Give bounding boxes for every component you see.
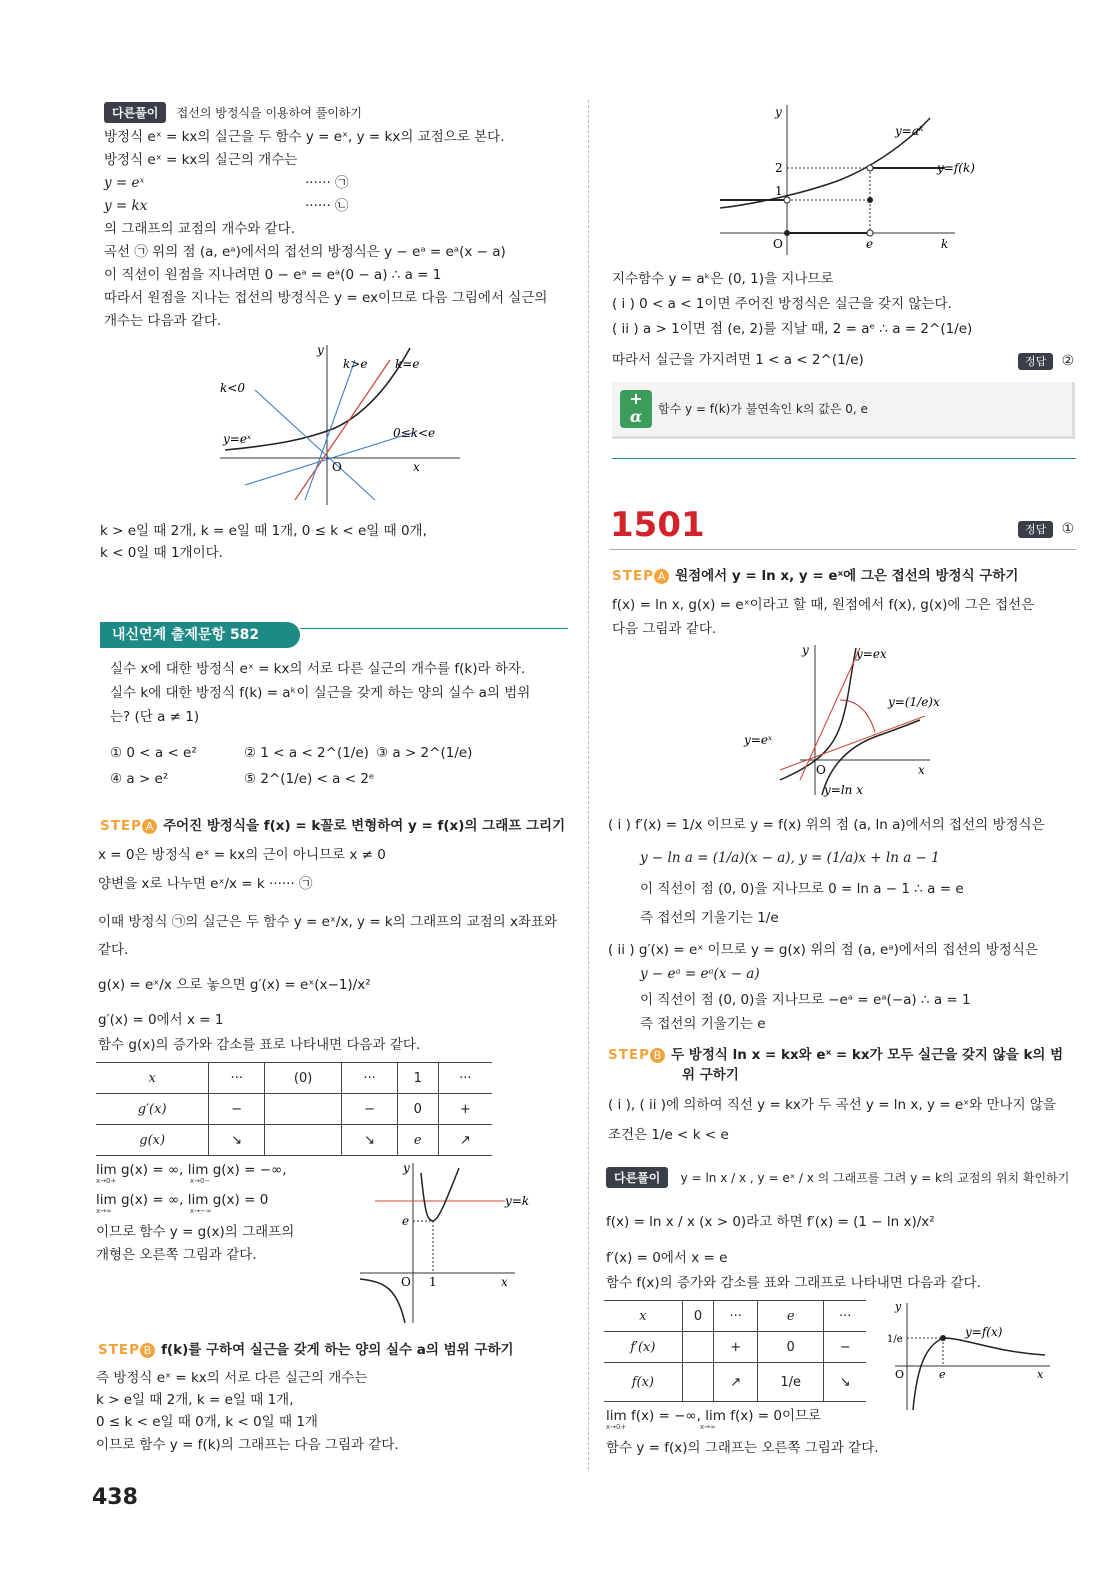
label-e: e	[866, 237, 874, 251]
text-line: 따라서 실근을 가지려면 1 < a < 2^(1/e)	[612, 352, 864, 368]
limit-subscript: x→∞	[700, 1423, 716, 1431]
step-title: f(k)를 구하여 실근을 갖게 하는 양의 실수 a의 범위 구하기	[161, 1342, 514, 1358]
text-line: 이 직선이 점 (0, 0)을 지나므로 0 = ln a − 1 ∴ a = e	[640, 881, 964, 897]
equation-1: y = eˣ	[104, 175, 145, 191]
text-line: 즉 방정식 eˣ = kx의 서로 다른 실근의 개수는	[96, 1370, 368, 1386]
open-point	[784, 197, 790, 203]
table-cell: ···	[824, 1301, 866, 1332]
text-line: f(x) = ln x / x (x > 0)라고 하면 f′(x) = (1 − ln x)/x²	[606, 1214, 935, 1230]
table-cell: −	[342, 1094, 398, 1125]
choice-2: ② 1 < a < 2^(1/e)	[244, 745, 369, 761]
choice-3: ③ a > 2^(1/e)	[376, 745, 473, 761]
k-axis-label: k	[941, 237, 949, 251]
column-divider	[588, 100, 589, 1470]
text-line: f′(x) = 0에서 x = e	[606, 1250, 728, 1266]
text-line: 함수 g(x)의 증가와 감소를 표로 나타내면 다음과 같다.	[98, 1037, 421, 1053]
text-line: 함수 y = f(x)의 그래프는 오른쪽 그림과 같다.	[606, 1440, 879, 1456]
label-y-eq-ln: y=ln x	[824, 783, 863, 797]
label-1: 1	[429, 1275, 437, 1289]
label-2: 2	[775, 161, 783, 175]
label-e: e	[402, 1214, 410, 1228]
x-axis-label: x	[1037, 1368, 1044, 1381]
text-line: 같다.	[98, 942, 129, 958]
limit-subscript: x→∞	[96, 1207, 112, 1215]
label-y-eq-ak: y=aᵏ	[895, 124, 924, 138]
table-cell	[682, 1332, 714, 1363]
increase-decrease-table-g	[96, 1062, 492, 1156]
problem-number: 1501	[610, 505, 705, 545]
section-rule	[612, 458, 1076, 459]
table-cell: e	[397, 1125, 438, 1156]
label-1-over-e: 1/e	[887, 1334, 903, 1345]
table-cell: 0	[397, 1094, 438, 1125]
equation-line: y − ln a = (1/a)(x − a), y = (1/a)x + ln a − 1	[640, 850, 940, 866]
table-cell	[264, 1125, 341, 1156]
open-point	[867, 165, 873, 171]
g-curve-left	[360, 1279, 405, 1323]
table-cell: ↘	[209, 1125, 265, 1156]
label-y-eq-ex: y=ex	[856, 647, 887, 661]
text-line: 함수 f(x)의 증가와 감소를 표와 그래프로 나타내면 다음과 같다.	[606, 1275, 981, 1291]
label-k-lt-0: k<0	[220, 381, 245, 395]
step-letter: A	[142, 819, 157, 834]
table-cell	[264, 1094, 341, 1125]
table-cell: ↗	[438, 1125, 492, 1156]
table-row	[96, 1125, 492, 1156]
limit-subscript: x→0+	[606, 1423, 627, 1431]
text-line: ( ii ) a > 1이면 점 (e, 2)를 지날 때, 2 = aᵉ ∴ a = 2^(1/e)	[612, 321, 973, 337]
x-axis-label: x	[501, 1275, 508, 1289]
table-cell: e	[757, 1301, 824, 1332]
equation-1-marker: ······ ㉠	[305, 175, 349, 191]
y-axis-label: y	[775, 105, 782, 119]
table-cell: ↘	[342, 1125, 398, 1156]
table-cell: 0	[757, 1332, 824, 1363]
line-k-lt-0	[255, 390, 375, 500]
text-line: 즉 접선의 기울기는 e	[640, 1016, 766, 1032]
table-cell: 0	[682, 1301, 714, 1332]
limit-subscript: x→−∞	[190, 1207, 212, 1215]
alt-solution-badge: 다른풀이	[606, 1167, 668, 1188]
plus-alpha-text: 함수 y = f(k)가 불연속인 k의 값은 0, e	[658, 402, 868, 416]
g-curve-right	[421, 1168, 459, 1221]
answer-badge-1	[1018, 353, 1074, 369]
f-graph	[885, 1298, 1060, 1413]
choice-5: ⑤ 2^(1/e) < a < 2ᵉ	[244, 771, 375, 787]
naesin-rule	[300, 628, 568, 629]
text-line: ( i ), ( ii )에 의하여 직선 y = kx가 두 곡선 y = ln x, y = eˣ와 만나지 않을	[608, 1097, 1056, 1113]
text-line: k < 0일 때 1개이다.	[100, 545, 223, 561]
step-a-header	[100, 816, 565, 836]
problem-rule	[610, 549, 1076, 550]
table-row	[96, 1094, 492, 1125]
alt-solution-badge: 다른풀이	[104, 102, 166, 123]
label-y-eq-fx: y=f(x)	[965, 1325, 1003, 1339]
label-k-eq-e: k=e	[395, 357, 420, 371]
step-label: STEP	[98, 1342, 141, 1358]
table-cell	[682, 1363, 714, 1402]
limit-line: lim g(x) = ∞, lim g(x) = −∞,	[96, 1162, 287, 1178]
step-letter: B	[140, 1343, 155, 1358]
label-k-gt-e: k>e	[343, 357, 368, 371]
label-y-eq-x-over-e: y=(1/e)x	[888, 695, 940, 709]
table-cell: 1	[397, 1063, 438, 1094]
text-line: 조건은 1/e < k < e	[608, 1127, 729, 1143]
text-line: 다음 그림과 같다.	[612, 621, 717, 637]
line-k-gt-e	[305, 360, 355, 500]
table-cell: g(x)	[96, 1125, 209, 1156]
table-cell: f(x)	[604, 1363, 682, 1402]
answer-label: 정답	[1018, 353, 1053, 370]
text-line: 이때 방정식 ㉠의 실근은 두 함수 y = eˣ/x, y = k의 그래프의 교점의 x좌표와	[98, 914, 558, 930]
origin-label: O	[401, 1275, 411, 1289]
text-line: 0 ≤ k < e일 때 0개, k < 0일 때 1개	[96, 1414, 318, 1430]
x-axis-label: x	[918, 763, 925, 777]
text-line: 방정식 eˣ = kx의 실근을 두 함수 y = eˣ, y = kx의 교점으로 본다.	[104, 129, 505, 145]
closed-point	[784, 230, 790, 236]
y-axis-label: y	[895, 1300, 902, 1313]
text-line: 이므로 함수 y = g(x)의 그래프의	[96, 1224, 295, 1240]
table-cell: ↗	[714, 1363, 757, 1402]
tangent-lines-graph	[215, 340, 465, 510]
text-line: f(x) = ln x, g(x) = eˣ이라고 할 때, 원점에서 f(x), g(x)에 그은 접선은	[612, 597, 1035, 613]
table-cell: ···	[714, 1301, 757, 1332]
naesin-title: 내신연계 출제문항 582	[112, 627, 260, 643]
table-row	[96, 1063, 492, 1094]
step-a-header-right	[612, 566, 1018, 586]
text-line: 즉 접선의 기울기는 1/e	[640, 910, 779, 926]
table-cell: x	[604, 1301, 682, 1332]
label-y-eq-k: y=k	[505, 1194, 530, 1208]
label-y-eq-ex: y=eˣ	[223, 432, 252, 446]
origin-label: O	[332, 460, 342, 474]
g-graph	[355, 1158, 550, 1328]
problem-line: 는? (단 a ≠ 1)	[110, 709, 200, 725]
text-line: k > e일 때 2개, k = e일 때 1개,	[96, 1392, 294, 1408]
plus-alpha-box	[612, 382, 1075, 439]
naesin-banner	[100, 622, 300, 648]
text-line: g′(x) = 0에서 x = 1	[98, 1012, 224, 1028]
text-line: 이므로 함수 y = f(k)의 그래프는 다음 그림과 같다.	[96, 1437, 399, 1453]
text-line: 양변을 x로 나누면 eˣ/x = k ······ ㉠	[98, 876, 313, 892]
text-line: g(x) = eˣ/x 으로 놓으면 g′(x) = eˣ(x−1)/x²	[98, 977, 371, 993]
equation-2-marker: ······ ㉡	[305, 198, 349, 214]
alt-solution-title: y = ln x / x , y = eˣ / x 의 그래프를 그려 y = k의 교점의 위치 확인하기	[680, 1171, 1070, 1185]
text-line: x = 0은 방정식 eˣ = kx의 근이 아니므로 x ≠ 0	[98, 847, 386, 863]
table-cell: (0)	[264, 1063, 341, 1094]
alt-solution-title: 접선의 방정식을 이용하여 풀이하기	[176, 106, 362, 120]
x-axis-label: x	[413, 460, 420, 474]
open-point	[867, 230, 873, 236]
alt-solution-header	[104, 102, 362, 123]
answer-value: ②	[1061, 353, 1075, 369]
step-label: STEP	[100, 818, 143, 834]
label-0-le-k-lt-e: 0≤k<e	[393, 426, 436, 440]
step-b-header-right	[608, 1045, 1063, 1065]
fk-graph	[715, 100, 990, 260]
table-row	[604, 1332, 866, 1363]
table-cell: ···	[438, 1063, 492, 1094]
limit-subscript: x→0+	[96, 1177, 117, 1185]
text-line: 곡선 ㉠ 위의 점 (a, eᵃ)에서의 접선의 방정식은 y − eᵃ = eᵃ(x − a)	[104, 244, 506, 260]
table-cell: g′(x)	[96, 1094, 209, 1125]
text-line: 이 직선이 점 (0, 0)을 지나므로 −eᵃ = eᵃ(−a) ∴ a = 1	[640, 992, 971, 1008]
step-title: 주어진 방정식을 f(x) = k꼴로 변형하여 y = f(x)의 그래프 그리기	[163, 818, 566, 834]
y-axis-label: y	[802, 643, 809, 657]
text-line: ( i ) f′(x) = 1/x 이므로 y = f(x) 위의 점 (a, ln a)에서의 접선의 방정식은	[608, 817, 1045, 833]
step-title: 원점에서 y = ln x, y = eˣ에 그은 접선의 방정식 구하기	[675, 568, 1019, 584]
step-title: 두 방정식 ln x = kx와 eˣ = kx가 모두 실근을 갖지 않을 k의 범	[671, 1047, 1064, 1063]
step-letter: A	[654, 569, 669, 584]
text-line: 방정식 eˣ = kx의 실근의 개수는	[104, 152, 298, 168]
text-line: k > e일 때 2개, k = e일 때 1개, 0 ≤ k < e일 때 0개,	[100, 523, 427, 539]
alt-solution-header-right	[606, 1167, 1069, 1188]
step-title-cont: 위 구하기	[682, 1067, 739, 1083]
angle-arc	[840, 700, 875, 732]
text-line: ( ii ) g′(x) = eˣ 이므로 y = g(x) 위의 점 (a, eᵃ)에서의 접선의 방정식은	[608, 942, 1038, 958]
text-line: 지수함수 y = aᵏ은 (0, 1)을 지나므로	[612, 271, 834, 287]
step-letter: B	[650, 1048, 665, 1063]
table-cell: ···	[342, 1063, 398, 1094]
table-cell: +	[714, 1332, 757, 1363]
choice-1: ① 0 < a < e²	[110, 745, 197, 761]
table-row	[604, 1301, 866, 1332]
text-line: 이 직선이 원점을 지나려면 0 − eᵃ = eᵃ(0 − a) ∴ a = 1	[104, 267, 442, 283]
table-cell: +	[438, 1094, 492, 1125]
tangent-line-k-e	[295, 360, 390, 500]
table-cell: x	[96, 1063, 209, 1094]
origin-label: O	[816, 763, 826, 777]
label-y-eq-exp: y=eˣ	[744, 733, 773, 747]
answer-value: ①	[1061, 521, 1075, 537]
equation-line: y − eᵃ = eᵃ(x − a)	[640, 966, 760, 982]
label-1: 1	[775, 184, 783, 198]
text-line: 의 그래프의 교점의 개수와 같다.	[104, 221, 295, 237]
origin-label: O	[773, 237, 783, 251]
page-number: 438	[92, 1485, 138, 1510]
table-cell: −	[209, 1094, 265, 1125]
plus-alpha-icon: + α	[620, 390, 652, 428]
step-b-header	[98, 1340, 514, 1360]
limit-line: lim g(x) = ∞, lim g(x) = 0	[96, 1192, 269, 1208]
step-label: STEP	[612, 568, 655, 584]
closed-point	[867, 197, 873, 203]
tangent-graph-ln-exp	[740, 640, 940, 800]
text-line: 따라서 원점을 지나는 접선의 방정식은 y = ex이므로 다음 그림에서 실근의	[104, 290, 548, 306]
table-cell: ↘	[824, 1363, 866, 1402]
increase-decrease-table-f	[604, 1300, 866, 1402]
exp-curve	[225, 348, 410, 450]
label-e: e	[939, 1368, 946, 1381]
problem-line: 실수 k에 대한 방정식 f(k) = aᵏ이 실근을 갖게 하는 양의 실수 a의 범위	[110, 685, 531, 701]
problem-line: 실수 x에 대한 방정식 eˣ = kx의 서로 다른 실근의 개수를 f(k)라 하자.	[110, 661, 526, 677]
answer-badge-2	[1018, 521, 1074, 537]
y-axis-label: y	[317, 343, 324, 357]
table-cell: −	[824, 1332, 866, 1363]
table-cell: f′(x)	[604, 1332, 682, 1363]
choice-4: ④ a > e²	[110, 771, 169, 787]
equation-2: y = kx	[104, 198, 148, 214]
text-line: 개수는 다음과 같다.	[104, 313, 222, 329]
limit-line: lim f(x) = −∞, lim f(x) = 0이므로	[606, 1408, 822, 1424]
text-line: 개형은 오른쪽 그림과 같다.	[96, 1247, 257, 1263]
y-axis-label: y	[403, 1161, 410, 1175]
table-cell: 1/e	[757, 1363, 824, 1402]
label-y-eq-fk: y=f(k)	[937, 161, 975, 175]
tangent-y-eq-x-over-e	[780, 716, 925, 770]
step-label: STEP	[608, 1047, 651, 1063]
text-line: ( i ) 0 < a < 1이면 주어진 방정식은 실근을 갖지 않는다.	[612, 296, 952, 312]
table-cell: ···	[209, 1063, 265, 1094]
max-point	[940, 1335, 946, 1341]
f-curve	[913, 1338, 1045, 1410]
answer-label: 정답	[1018, 521, 1053, 538]
table-row	[604, 1363, 866, 1402]
limit-subscript: x→0−	[190, 1177, 211, 1185]
origin-label: O	[895, 1368, 905, 1381]
